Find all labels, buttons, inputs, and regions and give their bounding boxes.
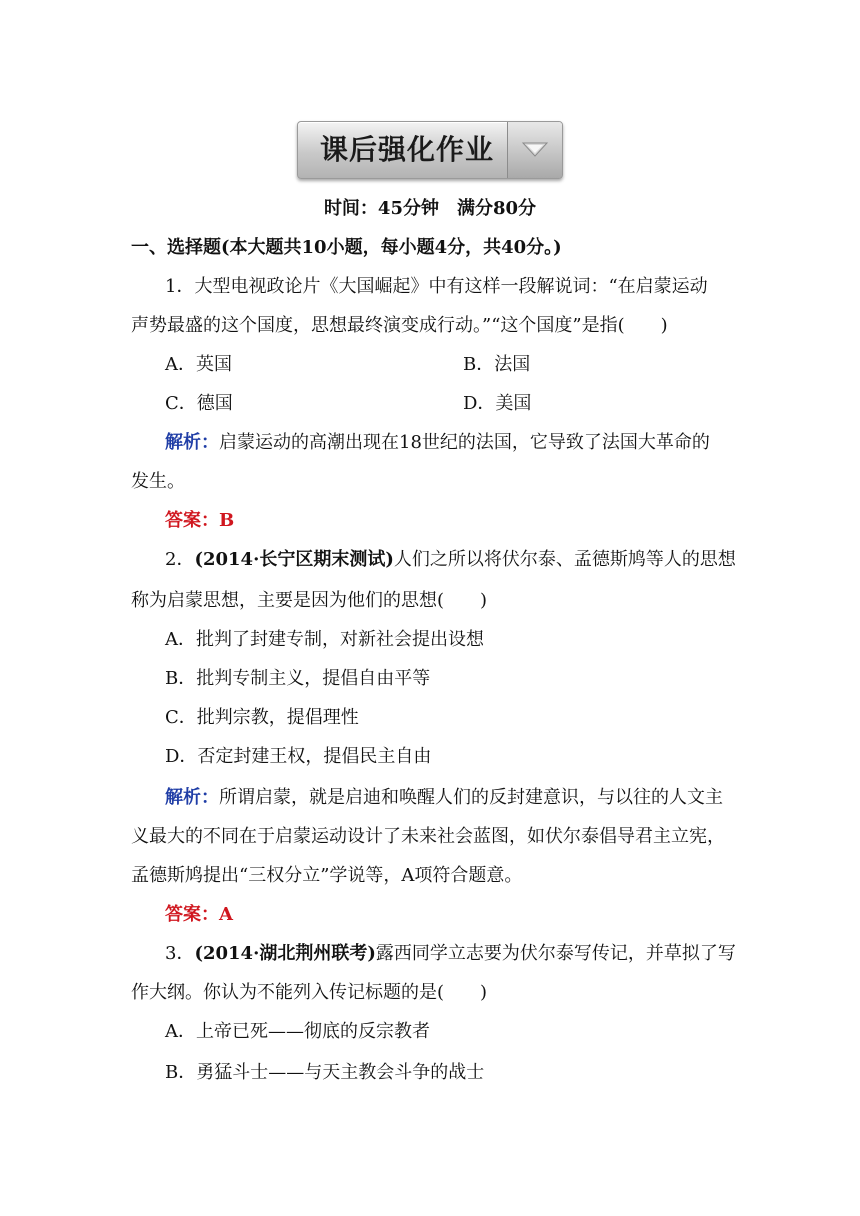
analysis-text: 启蒙运动的高潮出现在18世纪的法国，它导致了法国大革命的 <box>219 432 710 453</box>
question-2-analysis-line1 <box>165 786 775 810</box>
option-d: D．美国 <box>463 393 532 414</box>
question-1-answer: 答案：B <box>165 510 235 531</box>
question-1-analysis-line2: 发生。 <box>131 471 185 492</box>
banner-dropdown-button[interactable] <box>507 122 562 178</box>
option-c: C．德国 <box>165 393 233 414</box>
question-number: 2． <box>165 549 195 570</box>
question-2-stem-line1 <box>165 548 775 572</box>
question-2-analysis-line2: 义最大的不同在于启蒙运动设计了未来社会蓝图，如伏尔泰倡导君主立宪， <box>131 826 725 847</box>
question-source: (2014·长宁区期末测试) <box>194 549 394 570</box>
question-3-stem-line1 <box>165 942 775 966</box>
analysis-label: 解析： <box>165 432 219 453</box>
question-2-option-c: C．批判宗教，提倡理性 <box>165 707 359 728</box>
question-1-options-row1 <box>165 353 775 377</box>
question-text: 露西同学立志要为伏尔泰写传记，并草拟了写 <box>375 943 736 964</box>
option-b: B．法国 <box>463 354 531 375</box>
question-source: (2014·湖北荆州联考) <box>194 943 376 964</box>
question-1-options-row2 <box>165 392 775 416</box>
question-2-option-d: D．否定封建王权，提倡民主自由 <box>165 746 432 767</box>
time-limit: 时间：45分钟 满分80分 <box>323 198 537 219</box>
question-1-analysis-line1 <box>165 431 775 455</box>
section-title: 一、选择题(本大题共10小题，每小题4分，共40分。) <box>131 237 562 258</box>
chevron-down-icon <box>521 140 549 160</box>
question-2-option-b: B．批判专制主义，提倡自由平等 <box>165 668 431 689</box>
question-2-answer: 答案：A <box>165 904 233 925</box>
question-number: 3． <box>165 943 195 964</box>
question-3-option-b: B．勇猛斗士——与天主教会斗争的战士 <box>165 1062 485 1083</box>
question-2-analysis-line3: 孟德斯鸠提出“三权分立”学说等，A项符合题意。 <box>131 865 523 886</box>
question-3-option-a: A．上帝已死——彻底的反宗教者 <box>165 1021 430 1042</box>
analysis-label: 解析： <box>165 787 219 808</box>
question-2-option-a: A．批判了封建专制，对新社会提出设想 <box>165 629 484 650</box>
question-1-stem-line1: 1．大型电视政论片《大国崛起》中有这样一段解说词：“在启蒙运动 <box>165 276 708 297</box>
question-text: 人们之所以将伏尔泰、孟德斯鸠等人的思想 <box>393 549 736 570</box>
banner-title: 课后强化作业 <box>319 133 494 166</box>
question-2-stem-line2: 称为启蒙思想，主要是因为他们的思想( ) <box>131 590 488 611</box>
section-banner <box>297 121 563 179</box>
question-1-stem-line2: 声势最盛的这个国度，思想最终演变成行动。”“这个国度”是指( ) <box>131 315 668 336</box>
question-3-stem-line2: 作大纲。你认为不能列入传记标题的是( ) <box>131 982 488 1003</box>
option-a: A．英国 <box>165 354 232 375</box>
analysis-text: 所谓启蒙，就是启迪和唤醒人们的反封建意识，与以往的人文主 <box>219 787 723 808</box>
